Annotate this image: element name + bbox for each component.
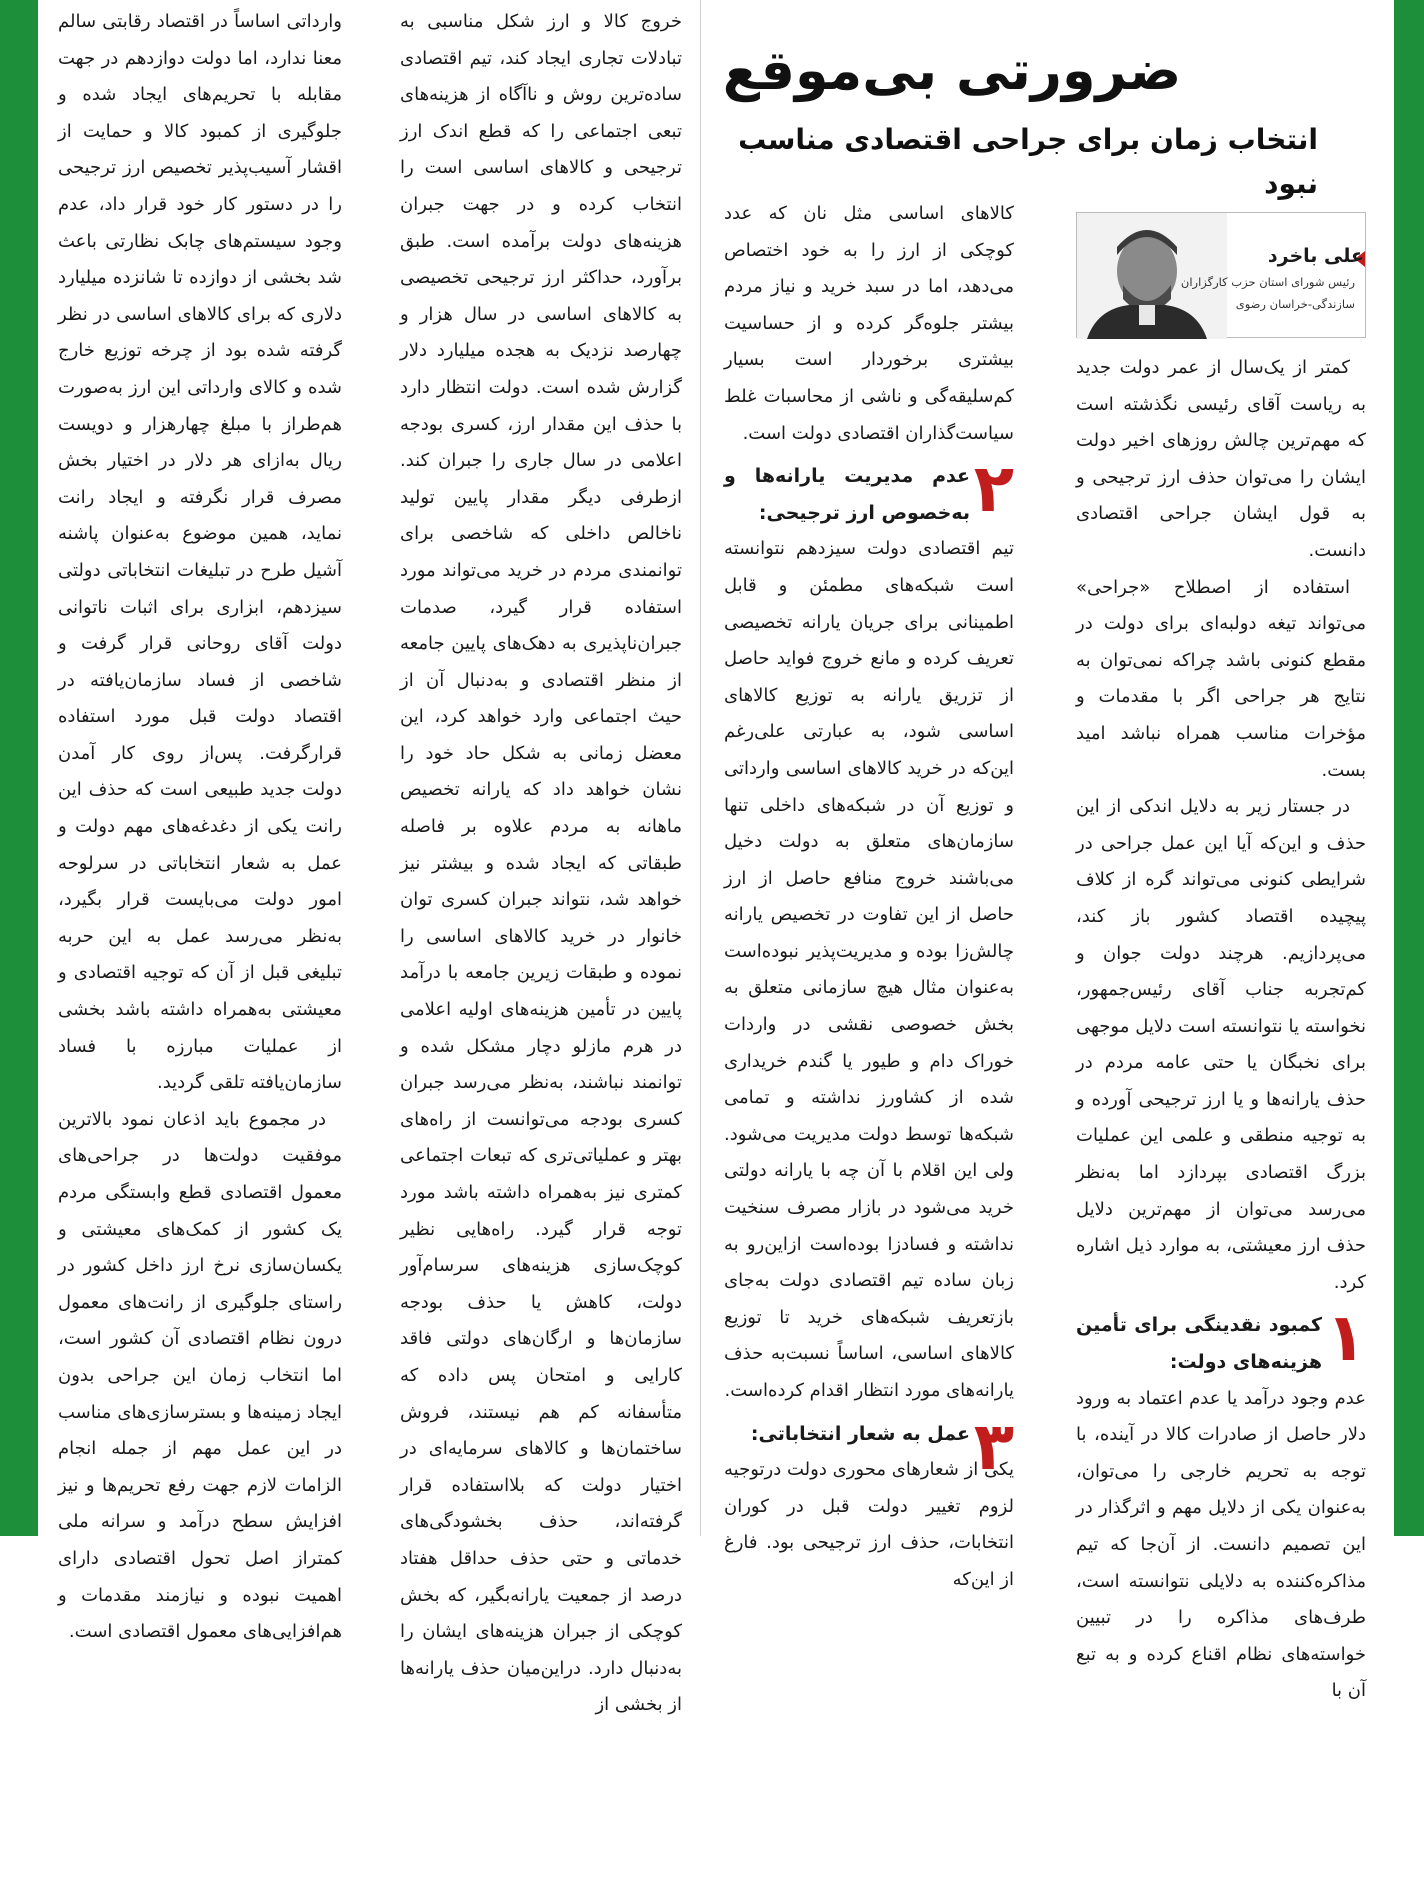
- section-title: عدم مدیریت یارانه‌ها و به‌خصوص ارز ترجیحی:: [724, 465, 970, 524]
- left-green-border: [0, 0, 38, 1536]
- author-box: [1076, 212, 1366, 338]
- section-1: [1076, 1299, 1366, 1710]
- section-number: ۲: [973, 450, 1014, 528]
- right-green-border: [1394, 0, 1424, 1536]
- column-4: [58, 0, 342, 1643]
- paragraph: کالاهای اساسی مثل نان که عدد کوچکی از ارز را به خود اختصاص می‌دهد، اما در سبد خرید و نیاز مردم بیشتر جلوه‌گر کرده و از حساسیت بیشتری برخوردار است بسیار کم‌سلیقه‌گی و ناشی از محاسبات غلط سیاست‌گذاران اقتصادی دولت است.: [724, 203, 1014, 444]
- section-number: ۱: [1325, 1299, 1366, 1377]
- author-role-line: رئیس شورای استان حزب کارگزاران: [1180, 275, 1355, 289]
- author-name: علی باخرد: [1267, 245, 1364, 267]
- author-role: [1155, 271, 1355, 315]
- section-body: عدم وجود درآمد یا عدم اعتماد به ورود دلار حاصل از صادرات کالا در آینده، با توجه به تحریم خارجی را می‌توان، به‌عنوان یکی از دلایل مهم و اثرگذار در این تصمیم دانست. از آن‌جا که تیم مذاکره‌کننده به دلایلی نتوانسته است، طرف‌های مذاکره را در تبیین خواسته‌های نظام اقناع کرده و به تبع آن با: [1076, 1387, 1366, 1702]
- column-1: [1076, 350, 1366, 1886]
- column-2: [724, 196, 1014, 1732]
- section-number: ۳: [973, 1407, 1014, 1485]
- section-body: تیم اقتصادی دولت سیزدهم نتوانسته است شبکه‌های مطمئن و قابل اطمینانی برای جریان یارانه تخصیصی تعریف کرده و مانع خروج فواید حاصل از تزریق یارانه به توزیع کالاهای اساسی شود، به عبارتی علی‌رغم این‌که در خرید کالاهای اساسی وارداتی و توزیع آن در شبکه‌های داخلی تنها سازمان‌های متعلق به دولت دخیل می‌باشند خروج منافع حاصل از ارز حاصل از این تفاوت در تخصیص یارانه چالش‌زا بوده و مدیریت‌پذیر نبوده‌است به‌عنوان مثال هیچ سازمانی متعلق به بخش خصوصی نقشی در واردات خوراک دام و طیور یا گندم خریداری شده از کشاورز نداشته و تمامی شبکه‌ها توسط دولت مدیریت می‌شود. ولی این اقلام با آن چه با یارانه دولتی خرید می‌شود در بازار مصرف سنخیت نداشته و فسادزا بوده‌است ازاین‌رو به زبان ساده تیم اقتصادی دولت به‌جای بازتعریف شبکه‌های خرید تا توزیع کالاهای اساسی، اساساً نسبت‌به حذف یارانه‌های مورد انتظار اقدام کرده‌است.: [724, 538, 1014, 1401]
- column-divider: [700, 0, 701, 1536]
- paragraph: در جستار زیر به دلایل اندکی از این حذف و این‌که آیا این عمل جراحی در شرایطی کنونی می‌تواند گره از کلاف پیچیده اقتصاد کشور باز کند، می‌پردازیم. هرچند دولت جوان و کم‌تجربه جناب آقای رئیس‌جمهور، نخواسته یا نتوانسته است دلایل موجهی برای نخبگان یا حتی عامه مردم در حذف یارانه‌ها و یا ارز ترجیحی آورده و به توجیه منطقی و علمی این عملیات بزرگ اقتصادی بپردازد اما به‌نظر می‌رسد می‌توان از مهم‌ترین دلایل حذف ارز معیشتی، به موارد ذیل اشاره کرد.: [1076, 796, 1366, 1293]
- headline: ضرورتی بی‌موقع: [722, 39, 1182, 102]
- paragraph: کمتر از یک‌سال از عمر دولت جدید به ریاست آقای رئیسی نگذشته است که مهم‌ترین چالش روزهای اخیر دولت ایشان را می‌توان حذف ارز ترجیحی و به قول ایشان جراحی اقتصادی دانست.: [1076, 357, 1366, 561]
- section-2: [724, 450, 1014, 1409]
- paragraph: استفاده از اصطلاح «جراحی» می‌تواند تیغه دولبه‌ای برای دولت در مقطع کنونی باشد چراکه نمی‌توان به نتایج هر جراحی اگر با مقدمات و مؤخرات مناسب همراه نباشد امید بست.: [1076, 576, 1366, 781]
- column-3: [400, 0, 682, 1716]
- section-title: عمل به شعار انتخاباتی:: [750, 1422, 970, 1445]
- paragraph: در مجموع باید اذعان نمود بالاترین موفقیت دولت‌ها در جراحی‌های معمول اقتصادی قطع وابستگی مردم یک کشور از کمک‌های معیشتی و یکسان‌سازی نرخ ارز داخل کشور در راستای جلوگیری از رانت‌های معمول درون نظام اقتصادی آن کشور است، اما انتخاب زمان این جراحی بدون ایجاد زمینه‌ها و بسترسازی‌های مناسب در این عمل مهم از جمله انجام الزامات لازم جهت رفع تحریم‌ها و نیز افزایش سطح درآمد و سرانه ملی کمتراز اصل تحول اقتصادی دارای اهمیت نبوده و نیازمند مقدمات و هم‌افزایی‌های معمول اقتصادی است.: [58, 1108, 342, 1643]
- paragraph: خروج کالا و ارز شکل مناسبی به تبادلات تجاری ایجاد کند، تیم اقتصادی ساده‌ترین روش و ناآگاه از هزینه‌های تبعی اجتماعی را که قطع اندک ارز ترجیحی و کالاهای اساسی است را انتخاب کرده و در جهت جبران هزینه‌های دولت برآمده است. طبق برآورد، حداکثر ارز ترجیحی تخصیصی به کالاهای اساسی در سال هزار و چهارصد نزدیک به هجده میلیارد دلار گزارش شده است. دولت انتظار دارد با حذف این مقدار ارز، کسری بودجه اعلامی در سال جاری را جبران کند. ازطرفی دیگر مقدار پایین تولید ناخالص داخلی که شاخصی برای توانمندی مردم در خرید می‌تواند مورد استفاده قرار گیرد، صدمات جبران‌ناپذیری به دهک‌های پایین جامعه از منظر اقتصادی و به‌دنبال آن از حیث اجتماعی وارد خواهد کرد، این معضل زمانی به شکل حاد خود را نشان خواهد داد که یارانه تخصیص ماهانه به مردم علاوه بر فاصله طبقاتی که ایجاد شده و بیشتر نیز خواهد شد، نتواند جبران کسری توان خانوار در خرید کالاهای اساسی را نموده و طبقات زیرین جامعه با درآمد پایین در تأمین هزینه‌های اولیه اعلامی در هرم مازلو دچار مشکل شده و توانمند نباشند، به‌نظر می‌رسد جبران کسری بودجه می‌توانست از راه‌های بهتر و عملیاتی‌تری که تبعات اجتماعی کمتری نیز به‌همراه داشته باشد مورد توجه قرار گیرد. راه‌هایی نظیر کوچک‌سازی هزینه‌های سرسام‌آور دولت، کاهش یا حذف بودجه سازمان‌ها و ارگان‌های دولتی فاقد کارایی و امتحان پس داده که متأسفانه کم هم نیستند، فروش ساختمان‌ها و کالاهای سرمایه‌ای در اختیار دولت که بلااستفاده قرار گرفته‌اند، حذف بخشودگی‌های خدماتی و حتی حذف حداقل هفتاد درصد از جمعیت یارانه‌بگیر، که بخش کوچکی از جبران هزینه‌های ایشان را به‌دنبال دارد. دراین‌میان حذف یارانه‌ها از بخشی از: [400, 11, 682, 1716]
- section-body: یکی از شعارهای محوری دولت درتوجیه لزوم تغییر دولت قبل در کوران انتخابات، حذف ارز ترجیحی بود. فارغ از این‌که: [724, 1459, 1014, 1590]
- author-role-line: سازندگی-خراسان رضوی: [1235, 297, 1355, 311]
- paragraph: وارداتی اساساً در اقتصاد رقابتی سالم معنا ندارد، اما دولت دوازدهم در جهت مقابله با تحریم‌های ایجاد شده و جلوگیری از کمبود کالا و حمایت از اقشار آسیب‌پذیر تخصیص ارز ترجیحی را در دستور کار خود قرار داد، عدم وجود سیستم‌های چابک نظارتی باعث شد بخشی از دوازده تا شانزده میلیارد دلاری که برای کالاهای اساسی در نظر گرفته شده بود از چرخه توزیع خارج شده و کالای وارداتی این ارز به‌صورت هم‌طراز با مبلغ چهارهزار و دویست ریال به‌ازای هر دلار در اختیار بخش مصرف قرار نگرفته و ایجاد رانت نماید، همین موضوع به‌عنوان پاشنه آشیل طرح در تبلیغات انتخاباتی دولتی سیزدهم، ابزاری برای اثبات ناتوانی دولت آقای روحانی قرار گرفت و شاخصی از فساد سازمان‌یافته در اقتصاد دولت قبل مورد استفاده قرارگرفت. پس‌از روی کار آمدن دولت جدید طبیعی است که حذف این رانت یکی از دغدغه‌های مهم دولت و عمل به شعار انتخاباتی در سرلوحه امور دولت می‌بایست قرار بگیرد، به‌نظر می‌رسد عمل به این حربه تبلیغی قبل از آن که توجیه اقتصادی و معیشتی به‌همراه داشته باشد بخشی از عملیات مبارزه با فساد سازمان‌یافته تلقی گردید.: [58, 11, 342, 1094]
- section-3: [724, 1407, 1014, 1599]
- subtitle: انتخاب زمان برای جراحی اقتصادی مناسب نبود: [738, 123, 1318, 200]
- section-title: کمبود نقدینگی برای تأمین هزینه‌های دولت:: [1076, 1314, 1322, 1374]
